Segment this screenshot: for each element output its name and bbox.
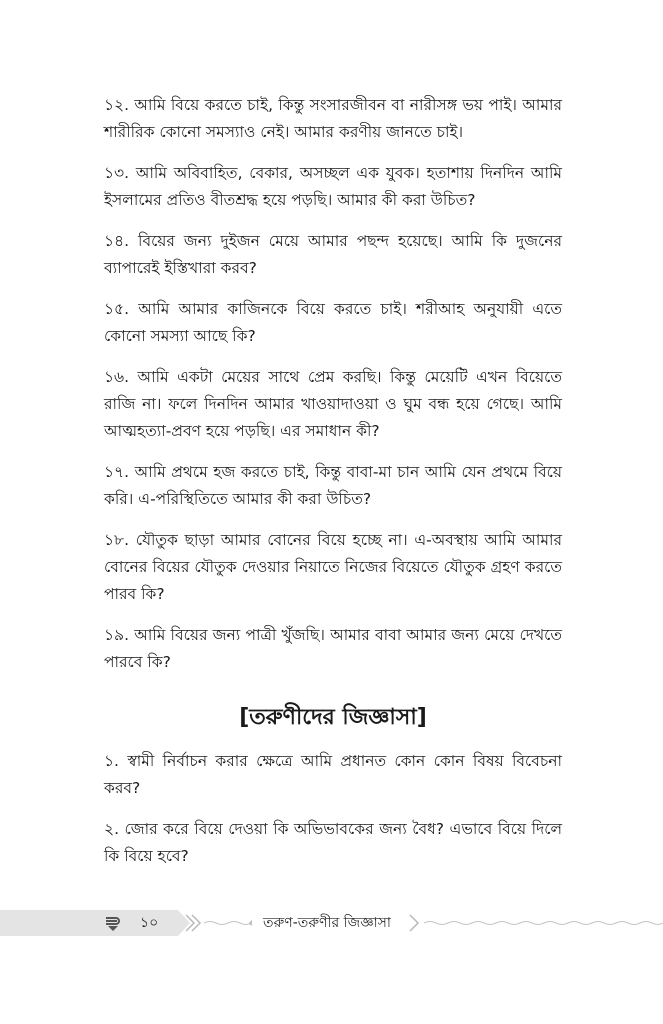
question-item: ২. জোর করে বিয়ে দেওয়া কি অভিভাবকের জন্য বৈধ? এভাবে বিয়ে দিলে কি বিয়ে হবে? (104, 820, 562, 865)
running-title: তরুণ-তরুণীর জিজ্ঞাসা (252, 914, 402, 932)
footer-bar (0, 910, 190, 936)
section-heading: [তরুণীদের জিজ্ঞাসা] (239, 705, 427, 730)
question-item: ১২. আমি বিয়ে করতে চাই, কিন্তু সংসারজীবন বা নারীসঙ্গ ভয় পাই। আমার শারীরিক কোনো সমস্যাও নেই। আমার করণীয় জানতে চাই। (104, 96, 562, 141)
question-item: ১. স্বামী নির্বাচন করার ক্ষেত্রে আমি প্রধানত কোন কোন বিষয় বিবেচনা করব? (104, 752, 562, 797)
question-item: ১৪. বিয়ের জন্য দুইজন মেয়ে আমার পছন্দ হয়েছে। আমি কি দুজনের ব্যাপারেই ইস্তিখারা করব? (104, 232, 562, 277)
question-item: ১৫. আমি আমার কাজিনকে বিয়ে করতে চাই। শরীআহ অনুযায়ী এতে কোনো সমস্যা আছে কি? (104, 300, 562, 345)
question-item: ১৩. আমি অবিবাহিত, বেকার, অসচ্ছল এক যুবক। হতাশায় দিনদিন আমি ইসলামের প্রতিও বীতশ্রদ্ধ হয়ে পড়ছি। আমার কী করা উচিত? (104, 164, 562, 209)
question-item: ১৭. আমি প্রথমে হজ করতে চাই, কিন্তু বাবা-মা চান আমি যেন প্রথমে বিয়ে করি। এ-পরিস্থিতিতে আমার কী করা উচিত? (104, 463, 562, 508)
question-list-young-women (104, 748, 562, 884)
question-list-young-men (104, 92, 562, 690)
page-number: ১০ (140, 915, 159, 931)
question-item: ১৯. আমি বিয়ের জন্য পাত্রী খুঁজছি। আমার বাবা আমার জন্য মেয়ে দেখতে পারবে কি? (104, 626, 562, 671)
question-item: ১৬. আমি একটা মেয়ের সাথে প্রেম করছি। কিন্তু মেয়েটি এখন বিয়েতে রাজি না। ফলে দিনদিন আমার খাওয়াদাওয়া ও ঘুম বন্ধ হয়ে গেছে। আমি আত্মহত্যা-প্রবণ হয়ে পড়ছি। এর সমাধান কী? (104, 368, 562, 440)
question-item: ১৮. যৌতুক ছাড়া আমার বোনের বিয়ে হচ্ছে না। এ-অবস্থায় আমি আমার বোনের বিয়ের যৌতুক দেওয়ার নিয়াতে নিজের বিয়েতে যৌতুক গ্রহণ করতে পারব কি? (104, 531, 562, 603)
page-footer (0, 906, 663, 940)
menu-lines-icon (104, 914, 122, 932)
